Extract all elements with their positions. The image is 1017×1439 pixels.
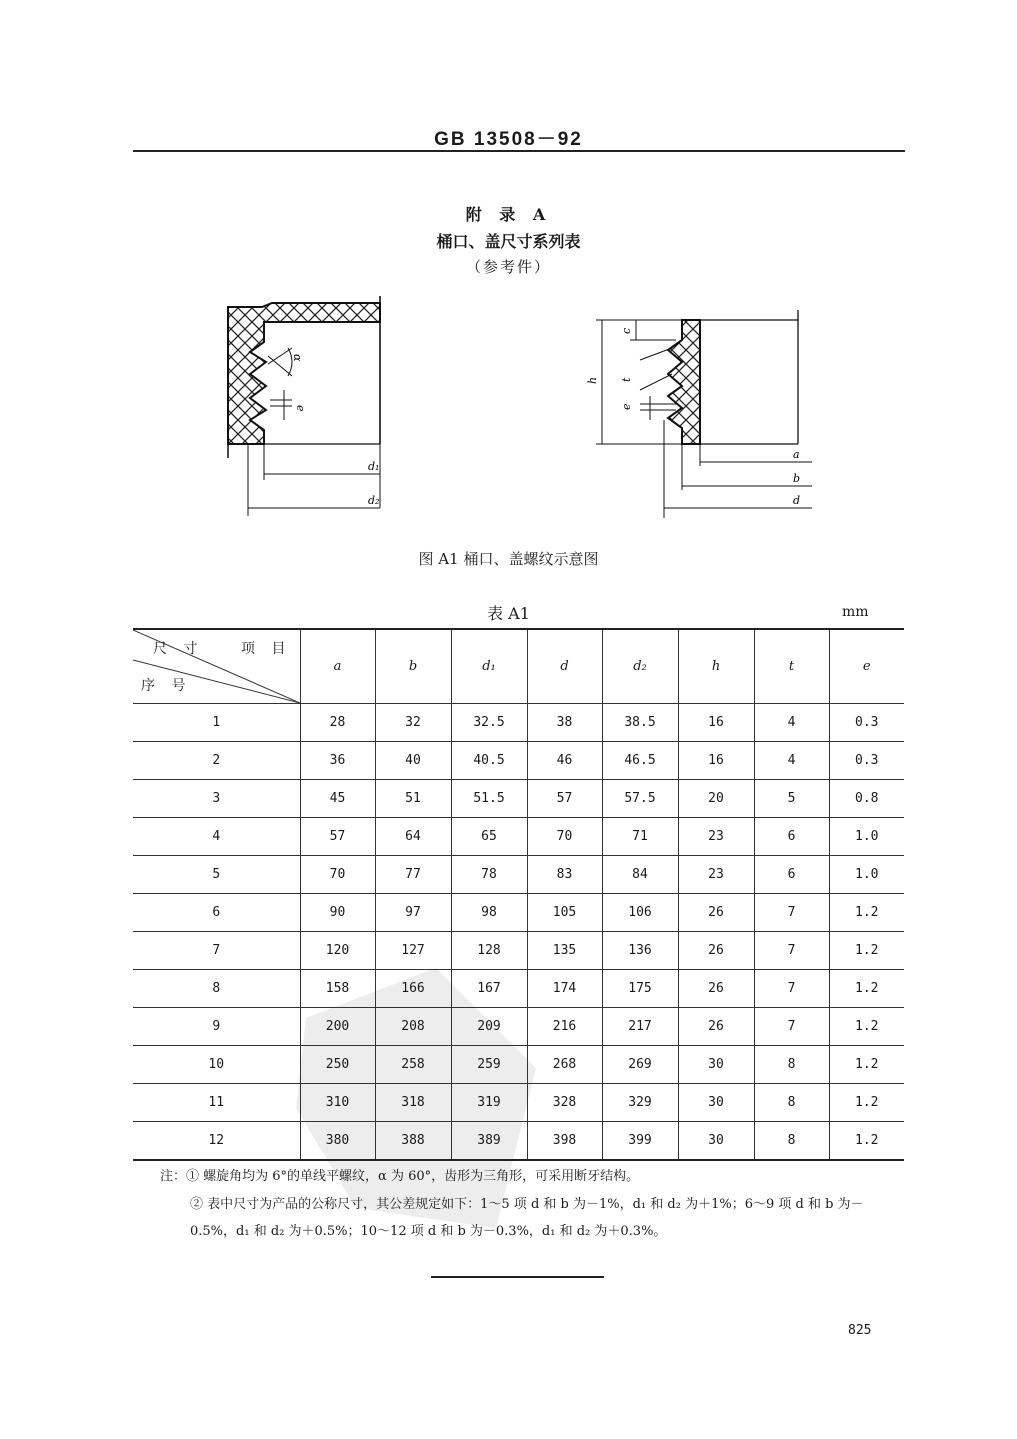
- table-cell: 38.5: [602, 704, 678, 742]
- row-number-cell: 2: [133, 742, 300, 780]
- corner-header-cell: [133, 629, 300, 704]
- table-cell: 127: [375, 932, 451, 970]
- table-header-row: [133, 629, 904, 704]
- table-cell: 83: [527, 856, 602, 894]
- table-cell: 259: [451, 1046, 527, 1084]
- table-row: [133, 1122, 904, 1161]
- table-row: [133, 970, 904, 1008]
- table-cell: 217: [602, 1008, 678, 1046]
- table-cell: 26: [678, 894, 754, 932]
- table-cell: 4: [754, 742, 829, 780]
- table-cell: 64: [375, 818, 451, 856]
- table-cell: 16: [678, 704, 754, 742]
- c-label: c: [620, 327, 633, 334]
- appendix-subtitle: 桶口、盖尺寸系列表: [436, 232, 581, 251]
- table-cell: 97: [375, 894, 451, 932]
- row-number-cell: 9: [133, 1008, 300, 1046]
- table-row: [133, 1084, 904, 1122]
- table-cell: 7: [754, 932, 829, 970]
- column-header: b: [375, 629, 451, 704]
- h-label: h: [586, 376, 599, 384]
- table-cell: 7: [754, 894, 829, 932]
- table-cell: 388: [375, 1122, 451, 1161]
- table-cell: 0.8: [829, 780, 904, 818]
- table-cell: 1.0: [829, 818, 904, 856]
- d2-label: d₂: [368, 494, 380, 507]
- table-cell: 98: [451, 894, 527, 932]
- table-cell: 399: [602, 1122, 678, 1161]
- table-cell: 158: [300, 970, 375, 1008]
- table-cell: 32.5: [451, 704, 527, 742]
- table-cell: 65: [451, 818, 527, 856]
- table-cell: 4: [754, 704, 829, 742]
- e-label-left: e: [294, 405, 307, 412]
- table-cell: 6: [754, 818, 829, 856]
- table-cell: 174: [527, 970, 602, 1008]
- table-cell: 329: [602, 1084, 678, 1122]
- column-header: d: [527, 629, 602, 704]
- table-cell: 20: [678, 780, 754, 818]
- column-header: e: [829, 629, 904, 704]
- table-cell: 105: [527, 894, 602, 932]
- table-cell: 16: [678, 742, 754, 780]
- d1-label: d₁: [368, 460, 380, 473]
- table-cell: 28: [300, 704, 375, 742]
- table-cell: 319: [451, 1084, 527, 1122]
- table-cell: 8: [754, 1122, 829, 1161]
- table-cell: 46: [527, 742, 602, 780]
- table-cell: 30: [678, 1046, 754, 1084]
- table-cell: 1.2: [829, 1046, 904, 1084]
- row-number-cell: 10: [133, 1046, 300, 1084]
- alpha-label: α: [291, 354, 304, 362]
- table-cell: 26: [678, 970, 754, 1008]
- d-label: d: [793, 494, 801, 507]
- t-label: t: [620, 377, 633, 382]
- table-cell: 23: [678, 856, 754, 894]
- table-cell: 1.2: [829, 894, 904, 932]
- table-cell: 128: [451, 932, 527, 970]
- drum-mouth-right: [586, 310, 812, 518]
- row-number-cell: 12: [133, 1122, 300, 1161]
- table-cell: 40.5: [451, 742, 527, 780]
- column-header: a: [300, 629, 375, 704]
- table-row: [133, 1008, 904, 1046]
- table-cell: 216: [527, 1008, 602, 1046]
- table-row: [133, 780, 904, 818]
- table-cell: 7: [754, 970, 829, 1008]
- b-label: b: [793, 472, 801, 485]
- table-row: [133, 894, 904, 932]
- table-cell: 1.0: [829, 856, 904, 894]
- table-cell: 389: [451, 1122, 527, 1161]
- table-cell: 30: [678, 1084, 754, 1122]
- table-cell: 78: [451, 856, 527, 894]
- table-cell: 120: [300, 932, 375, 970]
- column-header: d₂: [602, 629, 678, 704]
- table-cell: 7: [754, 1008, 829, 1046]
- table-cell: 318: [375, 1084, 451, 1122]
- table-caption: 表 A1: [487, 604, 530, 623]
- table-cell: 1.2: [829, 1084, 904, 1122]
- table-row: [133, 742, 904, 780]
- table-row: [133, 704, 904, 742]
- column-header: d₁: [451, 629, 527, 704]
- table-cell: 106: [602, 894, 678, 932]
- table-cell: 167: [451, 970, 527, 1008]
- table-cell: 136: [602, 932, 678, 970]
- row-number-cell: 7: [133, 932, 300, 970]
- thread-diagram: [0, 290, 1017, 530]
- table-cell: 23: [678, 818, 754, 856]
- table-cell: 328: [527, 1084, 602, 1122]
- table-cell: 268: [527, 1046, 602, 1084]
- table-cell: 26: [678, 932, 754, 970]
- table-cell: 26: [678, 1008, 754, 1046]
- table-cell: 32: [375, 704, 451, 742]
- note-2: ② 表中尺寸为产品的公称尺寸，其公差规定如下：1～5 项 d 和 b 为－1%，d₁ 和 d₂ 为＋1%；6～9 项 d 和 b 为－0.5%，d₁ 和 d₂ 为＋0.5%；10～12 项 d 和 b 为－0.3%，d₁ 和 d₂ 为＋0.3%。: [190, 1197, 864, 1239]
- row-number-cell: 4: [133, 818, 300, 856]
- table-cell: 209: [451, 1008, 527, 1046]
- corner-dimension-label: 尺 寸: [153, 641, 204, 657]
- table-cell: 70: [300, 856, 375, 894]
- table-cell: 90: [300, 894, 375, 932]
- column-header: h: [678, 629, 754, 704]
- figure-caption: 图 A1 桶口、盖螺纹示意图: [418, 550, 599, 568]
- table-cell: 398: [527, 1122, 602, 1161]
- table-cell: 0.3: [829, 742, 904, 780]
- row-number-cell: 11: [133, 1084, 300, 1122]
- table-row: [133, 818, 904, 856]
- table-cell: 175: [602, 970, 678, 1008]
- table-cell: 70: [527, 818, 602, 856]
- row-number-cell: 6: [133, 894, 300, 932]
- footer-rule: [431, 1276, 604, 1278]
- table-cell: 0.3: [829, 704, 904, 742]
- table-cell: 269: [602, 1046, 678, 1084]
- standard-code: GB 13508－92: [434, 129, 583, 150]
- corner-sequence-label: 序 号: [141, 678, 192, 694]
- table-cell: 200: [300, 1008, 375, 1046]
- row-number-cell: 5: [133, 856, 300, 894]
- table-row: [133, 932, 904, 970]
- table-cell: 57: [527, 780, 602, 818]
- page-number: 825: [848, 1323, 872, 1338]
- cap-section-left: [228, 296, 380, 516]
- dimension-table: [133, 628, 904, 1161]
- corner-item-label: 项 目: [241, 641, 292, 657]
- table-cell: 208: [375, 1008, 451, 1046]
- table-row: [133, 1046, 904, 1084]
- table-cell: 40: [375, 742, 451, 780]
- table-cell: 51.5: [451, 780, 527, 818]
- table-cell: 8: [754, 1084, 829, 1122]
- table-cell: 380: [300, 1122, 375, 1161]
- table-cell: 51: [375, 780, 451, 818]
- a-label: a: [793, 448, 800, 461]
- e-label-right: e: [620, 403, 633, 410]
- note-1: 注：① 螺旋角均为 6°的单线平螺纹，α 为 60°，齿形为三角形，可采用断牙结构。: [160, 1169, 640, 1184]
- table-cell: 250: [300, 1046, 375, 1084]
- table-cell: 77: [375, 856, 451, 894]
- appendix-note: （参考件）: [465, 258, 551, 276]
- table-cell: 135: [527, 932, 602, 970]
- row-number-cell: 1: [133, 704, 300, 742]
- table-cell: 1.2: [829, 1008, 904, 1046]
- table-unit: mm: [842, 604, 869, 620]
- table-row: [133, 856, 904, 894]
- table-cell: 71: [602, 818, 678, 856]
- table-cell: 57: [300, 818, 375, 856]
- table-cell: 6: [754, 856, 829, 894]
- table-cell: 45: [300, 780, 375, 818]
- row-number-cell: 3: [133, 780, 300, 818]
- table-cell: 1.2: [829, 932, 904, 970]
- appendix-title: 附 录 A: [465, 205, 552, 224]
- table-cell: 310: [300, 1084, 375, 1122]
- column-header: t: [754, 629, 829, 704]
- table-cell: 8: [754, 1046, 829, 1084]
- table-cell: 1.2: [829, 1122, 904, 1161]
- row-number-cell: 8: [133, 970, 300, 1008]
- table-cell: 166: [375, 970, 451, 1008]
- header-rule: [133, 150, 905, 152]
- table-cell: 1.2: [829, 970, 904, 1008]
- table-cell: 30: [678, 1122, 754, 1161]
- table-cell: 46.5: [602, 742, 678, 780]
- table-cell: 57.5: [602, 780, 678, 818]
- table-cell: 38: [527, 704, 602, 742]
- table-cell: 36: [300, 742, 375, 780]
- table-cell: 5: [754, 780, 829, 818]
- table-cell: 84: [602, 856, 678, 894]
- table-cell: 258: [375, 1046, 451, 1084]
